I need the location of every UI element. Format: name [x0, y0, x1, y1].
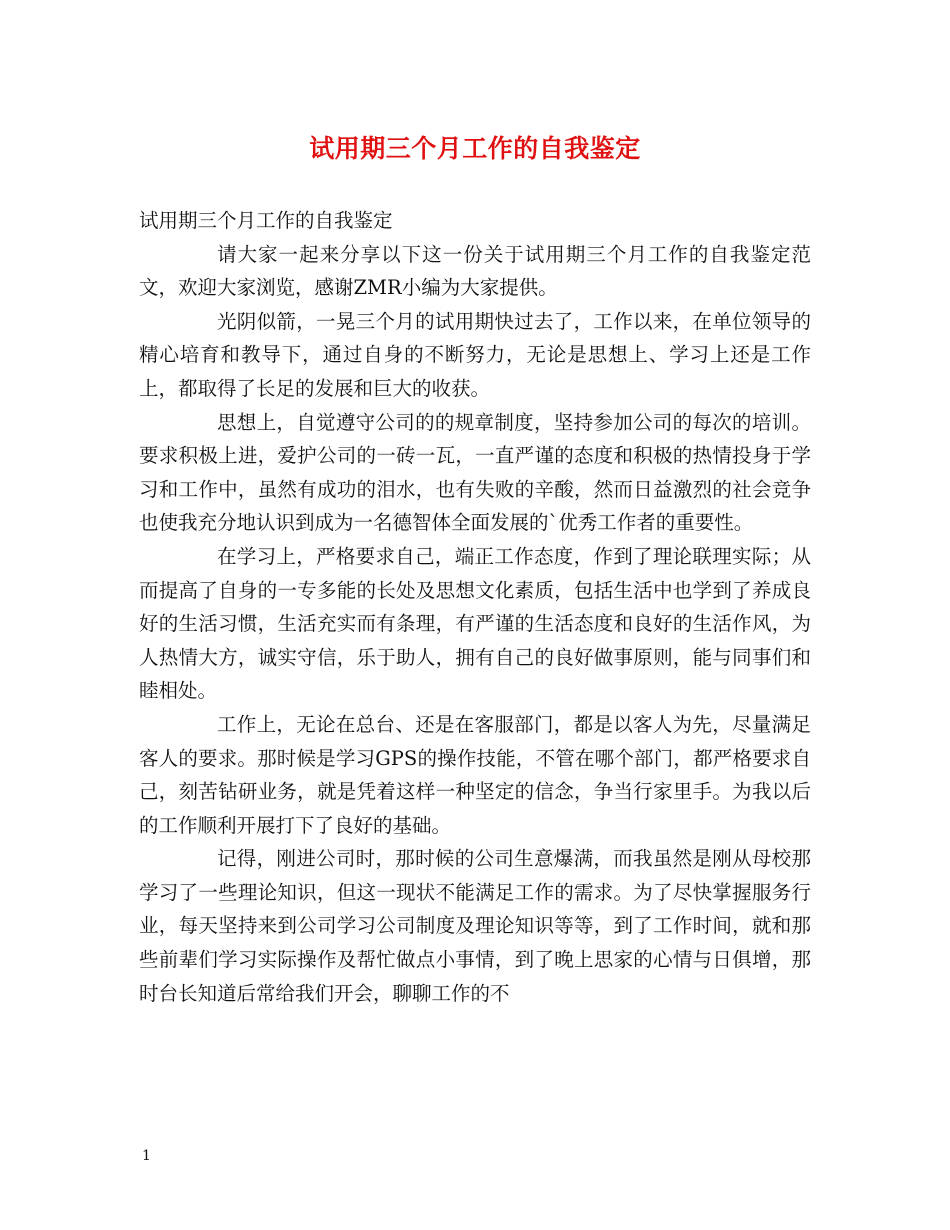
- paragraph-intro: 请大家一起来分享以下这一份关于试用期三个月工作的自我鉴定范文，欢迎大家浏览，感谢ZMR小编为大家提供。: [139, 242, 811, 300]
- page-number: 1: [142, 1148, 151, 1164]
- document-title: 试用期三个月工作的自我鉴定: [309, 134, 641, 163]
- document-body: [139, 204, 811, 1010]
- paragraph-thought: 思想上，自觉遵守公司的的规章制度，坚持参加公司的每次的培训。要求积极上进，爱护公司的一砖一瓦，一直严谨的态度和积极的热情投身于学习和工作中，虽然有成功的泪水，也有失败的辛酸，然而日益激烈的社会竞争也使我充分地认识到成为一名德智体全面发展的`优秀工作者的重要性。: [139, 410, 811, 535]
- paragraph-memory: 记得，刚进公司时，那时候的公司生意爆满，而我虽然是刚从母校那学习了一些理论知识，但这一现状不能满足工作的需求。为了尽快掌握服务行业，每天坚持来到公司学习公司制度及理论知识等等，到了工作时间，就和那些前辈们学习实际操作及帮忙做点小事情，到了晚上思家的心情与日俱增，那时台长知道后常给我们开会，聊聊工作的不: [139, 847, 811, 1005]
- paragraph-study: 在学习上，严格要求自己，端正工作态度，作到了理论联理实际；从而提高了自身的一专多能的长处及思想文化素质，包括生活中也学到了养成良好的生活习惯，生活充实而有条理，有严谨的生活态度和良好的生活作风，为人热情大方，诚实守信，乐于助人，拥有自己的良好做事原则，能与同事们和睦相处。: [139, 544, 811, 703]
- paragraph-overview: 光阴似箭，一晃三个月的试用期快过去了，工作以来，在单位领导的精心培育和教导下，通过自身的不断努力，无论是思想上、学习上还是工作上，都取得了长足的发展和巨大的收获。: [139, 309, 811, 400]
- paragraph-work: 工作上，无论在总台、还是在客服部门，都是以客人为先，尽量满足客人的要求。那时候是学习GPS的操作技能，不管在哪个部门，都严格要求自己，刻苦钻研业务，就是凭着这样一种坚定的信念，争当行家里手。为我以后的工作顺利开展打下了良好的基础。: [139, 712, 811, 837]
- document-subtitle: 试用期三个月工作的自我鉴定: [139, 209, 393, 232]
